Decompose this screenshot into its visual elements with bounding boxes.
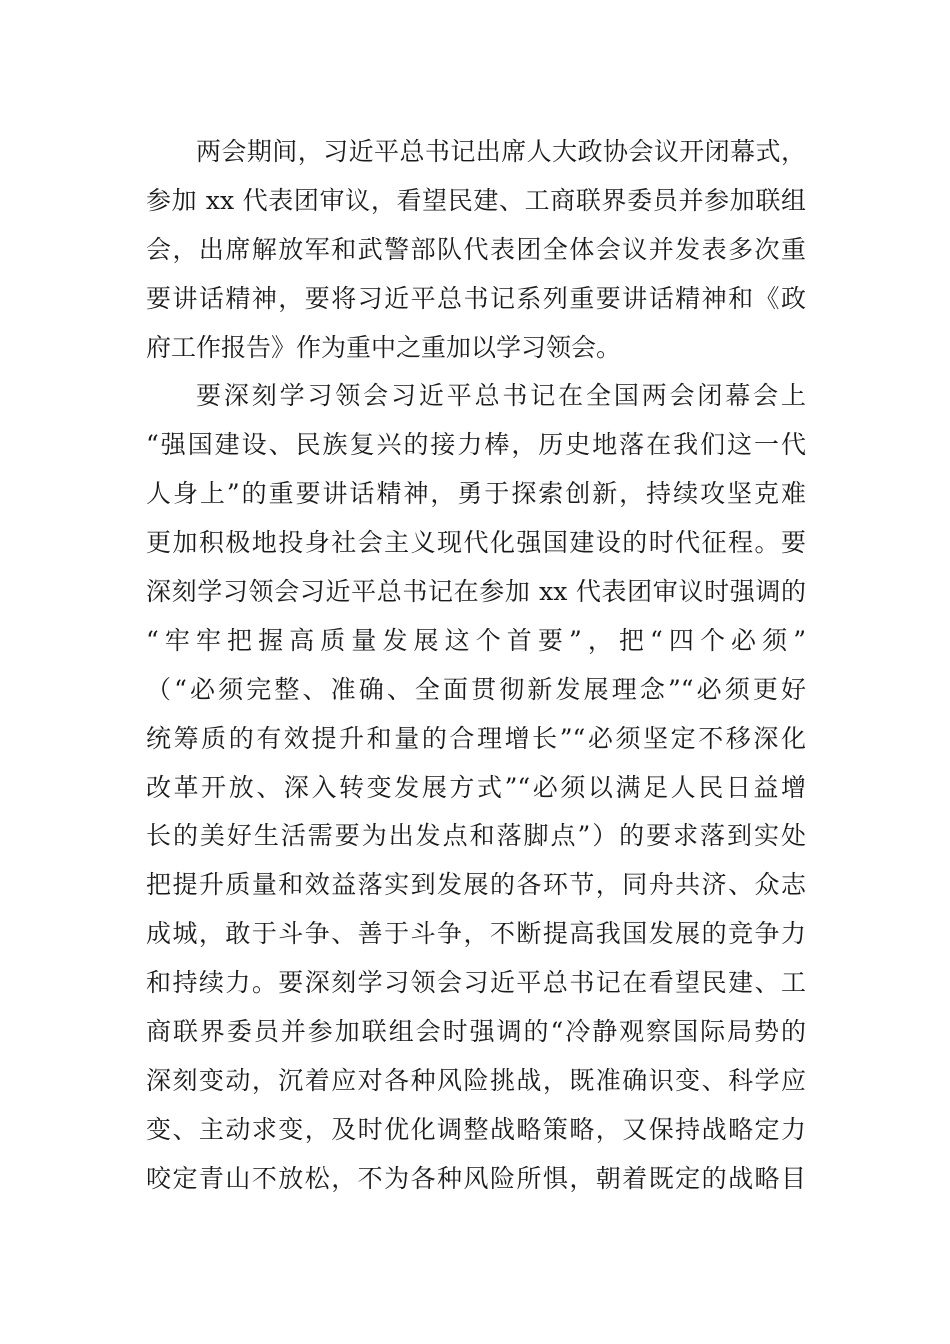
- paragraph-2-line-4: 更加积极地投身社会主义现代化强国建设的时代征程。要: [146, 528, 806, 558]
- paragraph-2-line-13: 和持续力。要深刻学习领会习近平总书记在看望民建、工: [146, 968, 806, 998]
- paragraph-2-line-11: 把提升质量和效益落实到发展的各环节，同舟共济、众志: [146, 870, 806, 900]
- paragraph-2-line-2: “强国建设、民族复兴的接力棒，历史地落在我们这一代: [146, 430, 806, 460]
- paragraph-1-line-3: 会，出席解放军和武警部队代表团全体会议并发表多次重: [146, 234, 806, 264]
- paragraph-1-line-4: 要讲话精神，要将习近平总书记系列重要讲话精神和《政: [146, 283, 806, 313]
- body-text: [146, 128, 806, 1204]
- paragraph-2-line-17: 咬定青山不放松，不为各种风险所惧，朝着既定的战略目: [146, 1163, 806, 1193]
- paragraph-2-line-14: 商联界委员并参加联组会时强调的“冷静观察国际局势的: [146, 1017, 806, 1047]
- paragraph-2-line-3: 人身上”的重要讲话精神，勇于探索创新，持续攻坚克难: [146, 479, 806, 509]
- paragraph-2-line-1: 要深刻学习领会习近平总书记在全国两会闭幕会上: [196, 381, 806, 411]
- paragraph-1-line-1: 两会期间，习近平总书记出席人大政协会议开闭幕式，: [196, 137, 806, 166]
- paragraph-2-line-15: 深刻变动，沉着应对各种风险挑战，既准确识变、科学应: [146, 1065, 806, 1095]
- paragraph-1-line-5: 府工作报告》作为重中之重加以学习领会。: [146, 332, 622, 362]
- paragraph-2-line-9: 改革开放、深入转变发展方式”“必须以满足人民日益增: [146, 772, 806, 802]
- paragraph-2-line-5: 深刻学习领会习近平总书记在参加 xx 代表团审议时强调的: [146, 577, 806, 607]
- paragraph-2-line-6: “牢牢把握高质量发展这个首要”，把“四个必须”: [146, 625, 806, 655]
- paragraph-2-line-16: 变、主动求变，及时优化调整战略策略，又保持战略定力: [146, 1114, 806, 1144]
- paragraph-2-line-7: （“必须完整、准确、全面贯彻新发展理念”“必须更好: [146, 674, 806, 704]
- paragraph-2-line-8: 统筹质的有效提升和量的合理增长”“必须坚定不移深化: [146, 723, 806, 753]
- paragraph-2-line-12: 成城，敢于斗争、善于斗争，不断提高我国发展的竞争力: [146, 919, 806, 949]
- paragraph-2-line-10: 长的美好生活需要为出发点和落脚点”）的要求落到实处: [146, 821, 806, 851]
- paragraph-1-line-2: 参加 xx 代表团审议，看望民建、工商联界委员并参加联组: [146, 185, 806, 215]
